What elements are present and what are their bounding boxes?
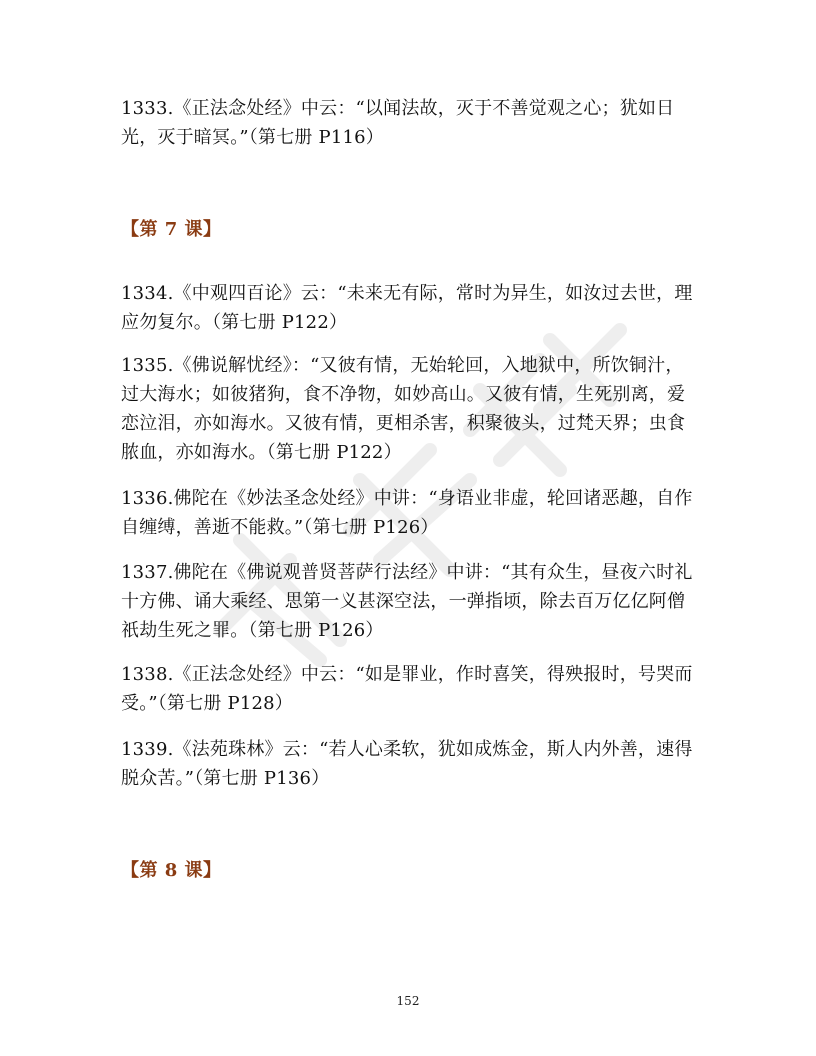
quote-1333: 1333.《正法念处经》中云：“以闻法故，灭于不善觉观之心；犹如日光，灭于暗冥。”（第七册 P116）	[121, 98, 675, 148]
quote-1337: 1337.佛陀在《佛说观普贤菩萨行法经》中讲：“其有众生，昼夜六时礼十方佛、诵大乘经、思第一义甚深空法，一弹指顷，除去百万亿亿阿僧祇劫生死之罪。（第七册 P126）	[121, 562, 693, 641]
quote-1335: 1335.《佛说解忧经》：“又彼有情，无始轮回，入地狱中，所饮铜汁，过大海水；如彼猪狗，食不净物，如妙高山。又彼有情，生死别离，爱恋泣泪，亦如海水。又彼有情，更相杀害，积聚彼头，过梵天界；虫食脓血，亦如海水。（第七册 P122）	[121, 355, 686, 463]
quote-1339: 1339.《法苑珠林》云：“若人心柔软，犹如成炼金，斯人内外善，速得脱众苦。”（第七册 P136）	[121, 739, 693, 789]
quote-1338: 1338.《正法念处经》中云：“如是罪业，作时喜笑，得殃报时，号哭而受。”（第七册 P128）	[121, 664, 693, 714]
lesson-8-heading: 【第 8 课】	[121, 860, 222, 881]
quote-1336: 1336.佛陀在《妙法圣念处经》中讲：“身语业非虚，轮回诸恶趣，自作自缠缚，善逝不能救。”（第七册 P126）	[121, 488, 693, 538]
page-number: 152	[396, 994, 420, 1008]
quote-1334: 1334.《中观四百论》云：“未来无有际，常时为异生，如汝过去世，理应勿复尔。（第七册 P122）	[121, 283, 693, 333]
lesson-7-heading: 【第 7 课】	[121, 219, 222, 240]
